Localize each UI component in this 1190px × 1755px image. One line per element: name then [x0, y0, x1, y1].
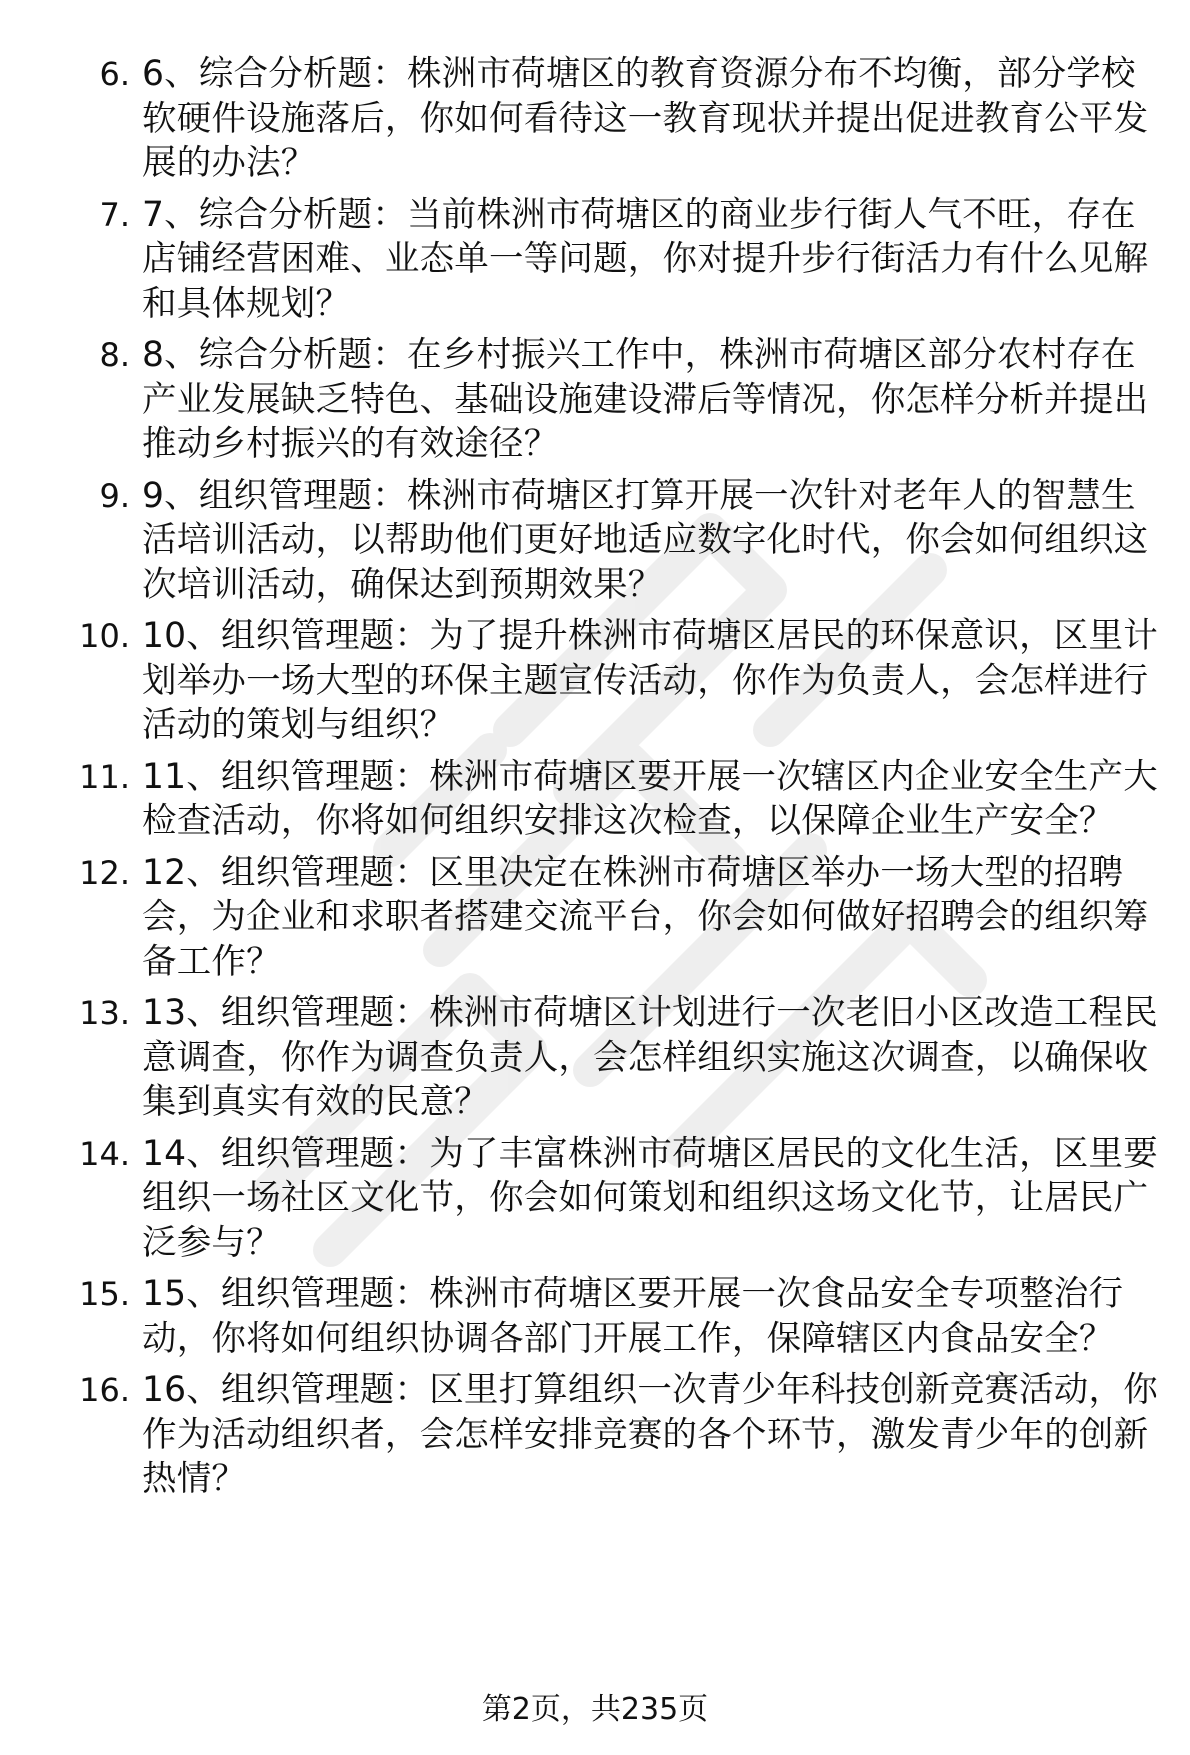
question-text: 11、组织管理题：株洲市荷塘区要开展一次辖区内企业安全生产大检查活动，你将如何组织安排这次检查，以保障企业生产安全？ — [142, 756, 1158, 841]
list-item — [60, 52, 1160, 186]
question-text: 6、综合分析题：株洲市荷塘区的教育资源分布不均衡，部分学校软硬件设施落后，你如何看待这一教育现状并提出促进教育公平发展的办法？ — [142, 54, 1149, 183]
question-number: 15. — [79, 1275, 130, 1313]
list-item — [60, 474, 1160, 608]
page-footer — [0, 1690, 1190, 1730]
question-number: 8. — [99, 336, 130, 374]
question-text: 10、组织管理题：为了提升株洲市荷塘区居民的环保意识，区里计划举办一场大型的环保主题宣传活动，你作为负责人，会怎样进行活动的策划与组织？ — [142, 616, 1158, 745]
list-item — [60, 851, 1160, 985]
question-text: 7、综合分析题：当前株洲市荷塘区的商业步行街人气不旺，存在店铺经营困难、业态单一等问题，你对提升步行街活力有什么见解和具体规划？ — [142, 194, 1149, 324]
question-number: 10. — [79, 617, 130, 655]
list-item — [60, 1132, 1160, 1266]
question-number: 11. — [79, 757, 130, 796]
question-text: 14、组织管理题：为了丰富株洲市荷塘区居民的文化生活，区里要组织一场社区文化节，你会如何策划和组织这场文化节，让居民广泛参与？ — [142, 1133, 1158, 1263]
list-item — [60, 755, 1160, 844]
question-number: 14. — [79, 1134, 130, 1173]
question-text: 8、综合分析题：在乡村振兴工作中，株洲市荷塘区部分农村存在产业发展缺乏特色、基础设施建设滞后等情况，你怎样分析并提出推动乡村振兴的有效途径？ — [142, 335, 1149, 464]
question-text: 13、组织管理题：株洲市荷塘区计划进行一次老旧小区改造工程民意调查，你作为调查负责人，会怎样组织实施这次调查，以确保收集到真实有效的民意？ — [142, 993, 1158, 1122]
question-number: 13. — [79, 994, 130, 1032]
list-item — [60, 333, 1160, 467]
question-text: 12、组织管理题：区里决定在株洲市荷塘区举办一场大型的招聘会，为企业和求职者搭建交流平台，你会如何做好招聘会的组织筹备工作？ — [142, 852, 1149, 982]
question-list — [60, 52, 1160, 1509]
list-item — [60, 991, 1160, 1125]
question-number: 12. — [79, 853, 130, 892]
list-item — [60, 614, 1160, 748]
list-item — [60, 1368, 1160, 1502]
question-number: 9. — [99, 476, 130, 515]
question-number: 6. — [99, 55, 130, 93]
list-item — [60, 193, 1160, 327]
question-text: 9、组织管理题：株洲市荷塘区打算开展一次针对老年人的智慧生活培训活动，以帮助他们更好地适应数字化时代，你会如何组织这次培训活动，确保达到预期效果？ — [142, 475, 1149, 605]
question-text: 16、组织管理题：区里打算组织一次青少年科技创新竞赛活动，你作为活动组织者，会怎样安排竞赛的各个环节，激发青少年的创新热情？ — [142, 1370, 1158, 1499]
question-number: 16. — [79, 1371, 130, 1409]
question-text: 15、组织管理题：株洲市荷塘区要开展一次食品安全专项整治行动，你将如何组织协调各部门开展工作，保障辖区内食品安全？ — [142, 1274, 1124, 1359]
question-number: 7. — [99, 195, 130, 234]
list-item — [60, 1272, 1160, 1361]
page-number-label: 第2页，共235页 — [481, 1692, 709, 1727]
